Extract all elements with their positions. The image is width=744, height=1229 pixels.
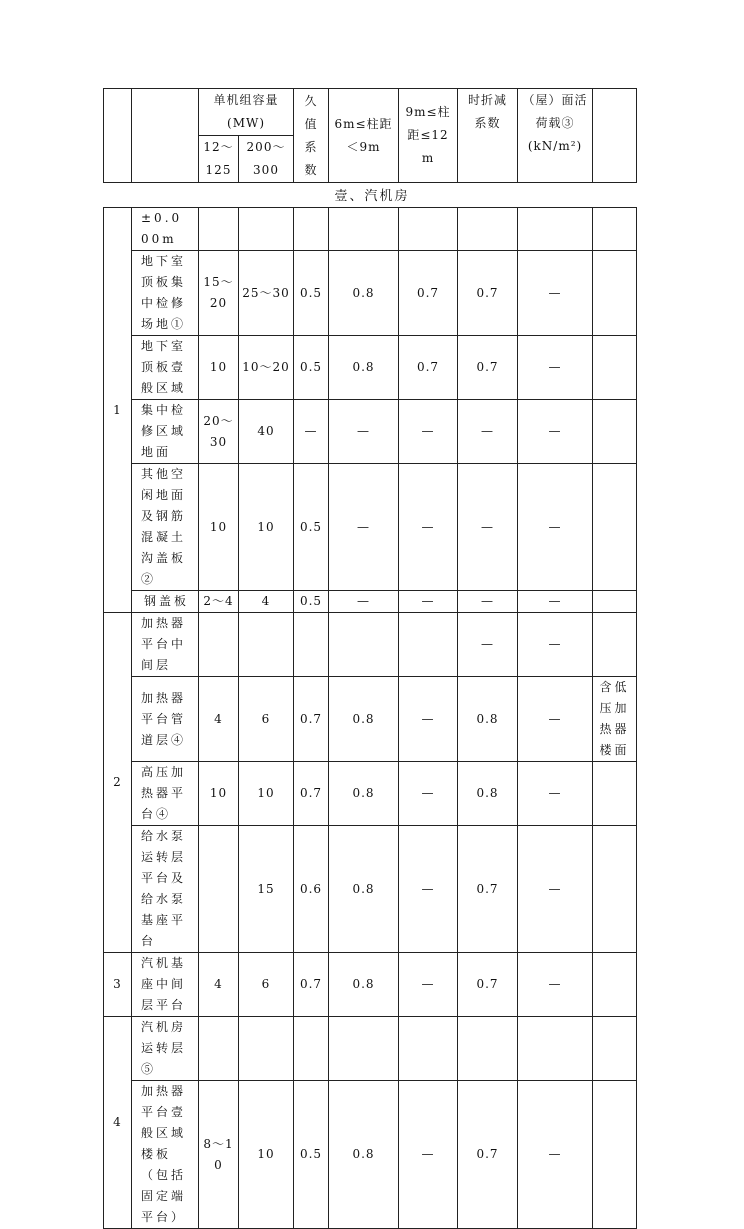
row-name: 高压加热器平台④ bbox=[132, 762, 199, 826]
cell bbox=[329, 208, 399, 251]
cell: 0.8 bbox=[329, 677, 399, 762]
row-name: 集中检修区域地面 bbox=[132, 400, 199, 464]
cell: — bbox=[518, 1081, 593, 1229]
cell: 0.8 bbox=[458, 677, 518, 762]
note-cell bbox=[593, 336, 637, 400]
cell bbox=[239, 1017, 294, 1081]
table-row bbox=[104, 208, 637, 251]
capacity-200-300-header: 200～ 300 bbox=[239, 136, 294, 183]
table-row bbox=[104, 762, 637, 826]
note-cell bbox=[593, 251, 637, 336]
table-row bbox=[104, 251, 637, 336]
cell: 0.7 bbox=[458, 953, 518, 1017]
row-name: 汽机房运转层⑤ bbox=[132, 1017, 199, 1081]
cell: 4 bbox=[199, 677, 239, 762]
cell: 10 bbox=[239, 464, 294, 591]
cell: 0.5 bbox=[294, 251, 329, 336]
cell: 0.5 bbox=[294, 591, 329, 613]
span-9-12-header: 9m≤柱 距≤12m bbox=[399, 89, 458, 183]
cell: — bbox=[399, 591, 458, 613]
row-name: 地下室顶板集中检修场地① bbox=[132, 251, 199, 336]
cell: 0.8 bbox=[329, 762, 399, 826]
cell: 0.8 bbox=[458, 762, 518, 826]
note-cell bbox=[593, 464, 637, 591]
cell: — bbox=[329, 400, 399, 464]
table-row bbox=[104, 613, 637, 677]
capacity-header: 单机组容量 (MW) bbox=[199, 89, 294, 136]
cell: — bbox=[458, 613, 518, 677]
section-title: 壹、汽机房 bbox=[334, 189, 410, 204]
cell bbox=[329, 1017, 399, 1081]
cell: 0.7 bbox=[399, 336, 458, 400]
roof-live-load-header: （屋）面活 荷载③ (kN/m²) bbox=[518, 89, 593, 183]
note-cell bbox=[593, 400, 637, 464]
cell: 0.7 bbox=[294, 762, 329, 826]
cell: 10 bbox=[239, 1081, 294, 1229]
cell: 6 bbox=[239, 953, 294, 1017]
cell: 10 bbox=[239, 762, 294, 826]
cell: — bbox=[399, 464, 458, 591]
cell bbox=[199, 208, 239, 251]
table-row bbox=[104, 826, 637, 953]
cell bbox=[518, 1017, 593, 1081]
row-name: 地下室顶板壹般区域 bbox=[132, 336, 199, 400]
cell bbox=[399, 208, 458, 251]
load-table bbox=[103, 207, 637, 1229]
cell: — bbox=[399, 826, 458, 953]
cell: 15 bbox=[239, 826, 294, 953]
group-number: 4 bbox=[104, 1017, 132, 1229]
cell: 8～10 bbox=[199, 1081, 239, 1229]
cell bbox=[239, 613, 294, 677]
cell: 0.6 bbox=[294, 826, 329, 953]
cell bbox=[458, 208, 518, 251]
cell: 10～20 bbox=[239, 336, 294, 400]
cell: — bbox=[399, 762, 458, 826]
header-blank-cell bbox=[132, 89, 199, 183]
group-number: 2 bbox=[104, 613, 132, 953]
cell: — bbox=[294, 400, 329, 464]
cell bbox=[518, 208, 593, 251]
cell bbox=[294, 613, 329, 677]
cell: 40 bbox=[239, 400, 294, 464]
row-name: 汽机基座中间层平台 bbox=[132, 953, 199, 1017]
cell: 0.7 bbox=[458, 826, 518, 953]
cell: 0.5 bbox=[294, 336, 329, 400]
cell: — bbox=[399, 677, 458, 762]
cell: 0.8 bbox=[329, 251, 399, 336]
cell: 4 bbox=[239, 591, 294, 613]
cell: — bbox=[458, 464, 518, 591]
cell: — bbox=[399, 400, 458, 464]
cell: 2～4 bbox=[199, 591, 239, 613]
cell: — bbox=[518, 464, 593, 591]
row-name: 其他空闲地面及钢筋混凝土沟盖板② bbox=[132, 464, 199, 591]
cell: 0.7 bbox=[399, 251, 458, 336]
row-name: 加热器平台壹般区域楼板（包括固定端平台） bbox=[132, 1081, 199, 1229]
cell: — bbox=[518, 762, 593, 826]
cell: — bbox=[518, 591, 593, 613]
note-cell bbox=[593, 613, 637, 677]
cell: — bbox=[518, 251, 593, 336]
cell: 0.7 bbox=[294, 677, 329, 762]
cell: 0.5 bbox=[294, 464, 329, 591]
cell bbox=[294, 208, 329, 251]
cell: — bbox=[518, 953, 593, 1017]
cell: — bbox=[329, 591, 399, 613]
table-row bbox=[104, 336, 637, 400]
table-row bbox=[104, 1017, 637, 1081]
row-name: ±0.000m bbox=[132, 208, 199, 251]
row-name: 钢盖板 bbox=[132, 591, 199, 613]
row-name: 给水泵运转层平台及给水泵基座平台 bbox=[132, 826, 199, 953]
cell: — bbox=[518, 677, 593, 762]
cell bbox=[399, 1017, 458, 1081]
table-row bbox=[104, 591, 637, 613]
cell bbox=[294, 1017, 329, 1081]
note-cell bbox=[593, 208, 637, 251]
group-number: 3 bbox=[104, 953, 132, 1017]
table-row bbox=[104, 1081, 637, 1229]
cell: — bbox=[399, 1081, 458, 1229]
cell: 0.8 bbox=[329, 1081, 399, 1229]
cell: 25～30 bbox=[239, 251, 294, 336]
cell: 20～30 bbox=[199, 400, 239, 464]
cell bbox=[199, 826, 239, 953]
cell: — bbox=[458, 591, 518, 613]
cell: 0.7 bbox=[458, 1081, 518, 1229]
group-number: 1 bbox=[104, 208, 132, 613]
cell: — bbox=[399, 953, 458, 1017]
coefficient-header: 久 值 系 数 bbox=[294, 89, 329, 183]
cell: — bbox=[518, 826, 593, 953]
row-name: 加热器平台中间层 bbox=[132, 613, 199, 677]
note-cell bbox=[593, 762, 637, 826]
cell: 0.7 bbox=[458, 336, 518, 400]
cell bbox=[239, 208, 294, 251]
cell: 0.8 bbox=[329, 826, 399, 953]
cell: — bbox=[329, 464, 399, 591]
cell: — bbox=[518, 613, 593, 677]
cell: 0.8 bbox=[329, 336, 399, 400]
cell: 6 bbox=[239, 677, 294, 762]
cell: 10 bbox=[199, 464, 239, 591]
note-cell bbox=[593, 591, 637, 613]
header-blank-cell bbox=[593, 89, 637, 183]
cell: — bbox=[518, 400, 593, 464]
note-cell: 含低压加热器楼面 bbox=[593, 677, 637, 762]
note-cell bbox=[593, 1081, 637, 1229]
row-name: 加热器平台管道层④ bbox=[132, 677, 199, 762]
table-row bbox=[104, 464, 637, 591]
cell: — bbox=[458, 400, 518, 464]
table-row bbox=[104, 677, 637, 762]
note-cell bbox=[593, 826, 637, 953]
cell bbox=[199, 613, 239, 677]
capacity-12-125-header: 12～ 125 bbox=[199, 136, 239, 183]
cell bbox=[199, 1017, 239, 1081]
header-blank-cell bbox=[104, 89, 132, 183]
cell: 0.7 bbox=[458, 251, 518, 336]
cell: 10 bbox=[199, 336, 239, 400]
cell bbox=[458, 1017, 518, 1081]
cell: 15～20 bbox=[199, 251, 239, 336]
cell: 4 bbox=[199, 953, 239, 1017]
table-row bbox=[104, 953, 637, 1017]
cell bbox=[329, 613, 399, 677]
cell bbox=[399, 613, 458, 677]
cell: — bbox=[518, 336, 593, 400]
cell: 0.7 bbox=[294, 953, 329, 1017]
span-6-9-header: 6m≤柱距 ＜9m bbox=[329, 89, 399, 183]
cell: 0.8 bbox=[329, 953, 399, 1017]
table-row bbox=[104, 400, 637, 464]
reduction-coefficient-header: 时折减 系数 bbox=[458, 89, 518, 183]
cell: 10 bbox=[199, 762, 239, 826]
header-table bbox=[103, 88, 637, 183]
note-cell bbox=[593, 953, 637, 1017]
note-cell bbox=[593, 1017, 637, 1081]
cell: 0.5 bbox=[294, 1081, 329, 1229]
